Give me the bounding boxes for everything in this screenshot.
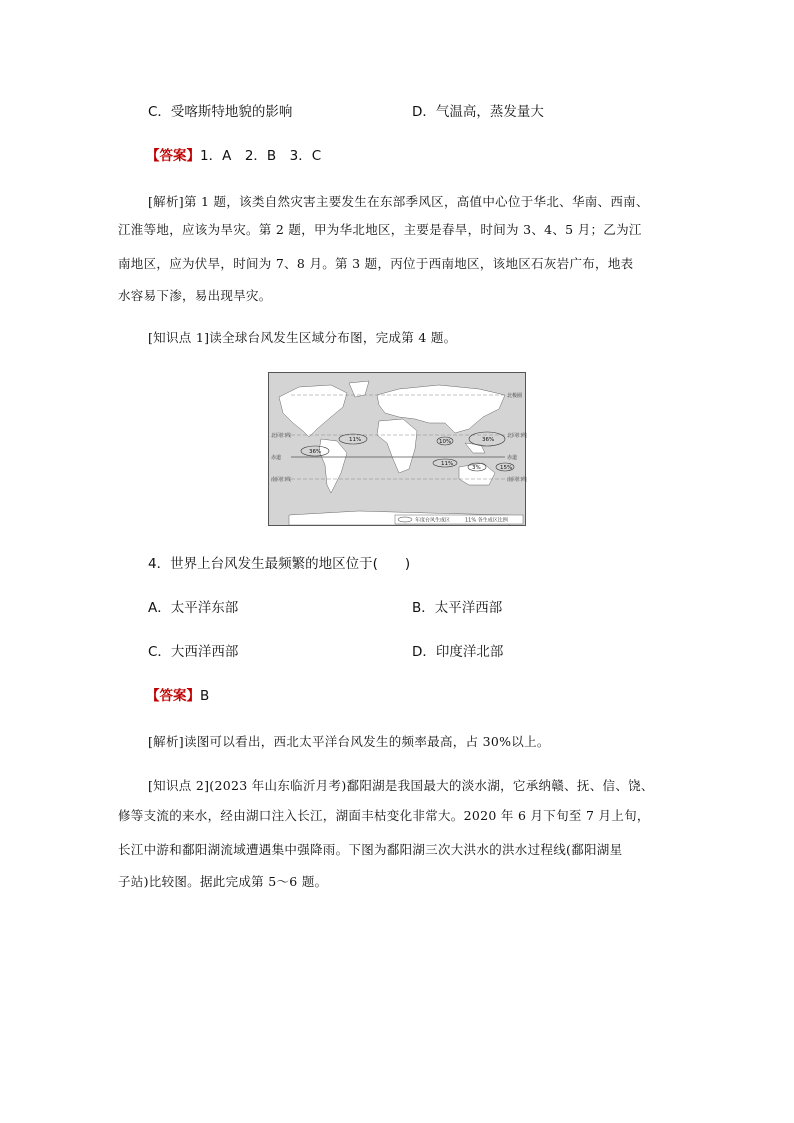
typhoon-distribution-map bbox=[268, 372, 526, 526]
pct-australia-north: 3% bbox=[472, 465, 481, 471]
lat-label-right-arctic: 北极圈 bbox=[507, 393, 523, 399]
pct-south-indian: 11% bbox=[441, 461, 454, 467]
lat-label-right-equator: 赤道 bbox=[507, 455, 518, 461]
answer-text: 1．A 2．B 3．C bbox=[200, 148, 322, 164]
pct-south-pacific: 15% bbox=[500, 465, 513, 471]
knowledge-point-2-line-4: 子站)比较图。据此完成第 5～6 题。 bbox=[118, 874, 328, 889]
pct-northwest-pacific: 36% bbox=[482, 437, 495, 443]
analysis-1-line-4: 水容易下渗，易出现旱灾。 bbox=[118, 288, 272, 303]
knowledge-point-2-line-3: 长江中游和鄱阳湖流域遭遇集中强降雨。下图为鄱阳湖三次大洪水的洪水过程线(鄱阳湖星 bbox=[118, 842, 623, 857]
knowledge-point-2-line-2: 修等支流的来水，经由湖口注入长江，湖面丰枯变化非常大。2020 年 6 月下旬至 7 月上旬， bbox=[118, 808, 650, 823]
option-d-prev: D．气温高，蒸发量大 bbox=[412, 104, 544, 120]
answer-tag: 【答案】 bbox=[146, 148, 200, 164]
q4-option-d: D．印度洋北部 bbox=[412, 644, 504, 660]
knowledge-point-2-line-1: [知识点 2](2023 年山东临沂月考)鄱阳湖是我国最大的淡水湖，它承纳赣、抚、信、饶、 bbox=[148, 778, 654, 793]
analysis-1-line-2: 江淮等地，应该为旱灾。第 2 题，甲为华北地区，主要是春旱，时间为 3、4、5 月；乙为江 bbox=[118, 222, 642, 237]
answer-4 bbox=[146, 686, 209, 706]
q4-option-c: C．大西洋西部 bbox=[148, 644, 239, 660]
answer-4-tag: 【答案】 bbox=[146, 688, 200, 704]
knowledge-point-1: [知识点 1]读全球台风发生区域分布图，完成第 4 题。 bbox=[148, 330, 457, 345]
lat-label-left-tropic-cancer: 北回归线 bbox=[271, 433, 292, 439]
analysis-1-line-3: 南地区，应为伏旱，时间为 7、8 月。第 3 题，丙位于西南地区，该地区石灰岩广布，地表 bbox=[118, 256, 634, 271]
answer-4-text: B bbox=[200, 688, 210, 704]
q4-option-a: A．太平洋东部 bbox=[148, 600, 239, 616]
analysis-1-line-1: [解析]第 1 题，该类自然灾害主要发生在东部季风区，高值中心位于华北、华南、西南、 bbox=[148, 194, 649, 209]
lat-label-left-equator: 赤道 bbox=[271, 455, 282, 461]
option-c-prev: C．受喀斯特地貌的影响 bbox=[148, 104, 293, 120]
analysis-4: [解析]读图可以看出，西北太平洋台风发生的频率最高，占 30%以上。 bbox=[148, 734, 550, 749]
answer-1 bbox=[146, 146, 321, 166]
lat-label-right-tropic-cancer: 北回归线 bbox=[507, 433, 528, 439]
question-4-stem: 4．世界上台风发生最频繁的地区位于( ) bbox=[148, 556, 411, 572]
legend-area-label: 年度台风生成区 bbox=[415, 517, 451, 524]
lat-label-right-tropic-capricorn: 南回归线 bbox=[507, 477, 528, 483]
lat-label-left-tropic-capricorn: 南回归线 bbox=[271, 477, 292, 483]
q4-option-b: B．太平洋西部 bbox=[412, 600, 503, 616]
pct-northeast-pacific: 36% bbox=[309, 449, 322, 455]
map-svg bbox=[269, 373, 528, 525]
pct-north-indian: 10% bbox=[439, 439, 452, 445]
legend-pct-label: 11% 各生成区比例 bbox=[465, 517, 508, 524]
pct-north-atlantic: 11% bbox=[349, 437, 362, 443]
